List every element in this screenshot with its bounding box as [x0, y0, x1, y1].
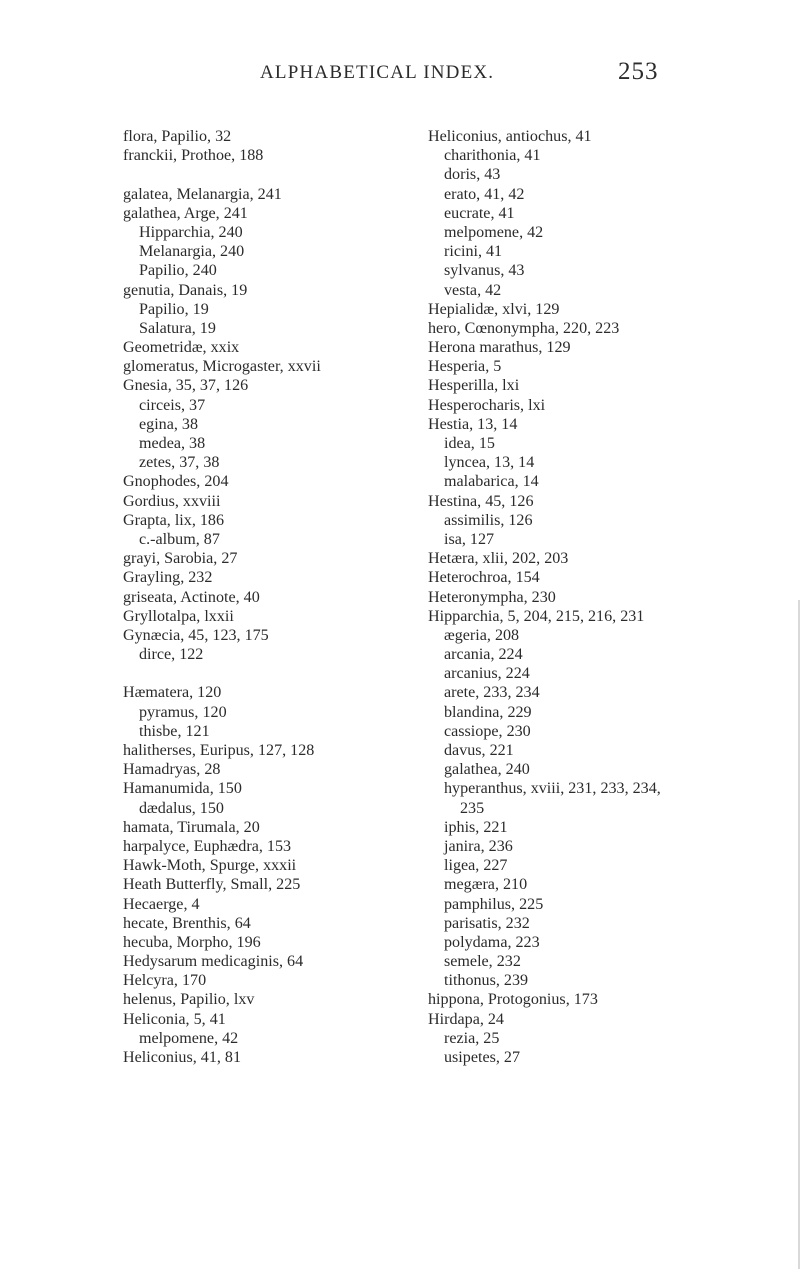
index-entry: franckii, Prothoe, 188	[123, 147, 264, 165]
index-subentry: galathea, 240	[444, 761, 530, 779]
page-number: 253	[618, 58, 659, 85]
index-entry: Gynæcia, 45, 123, 175	[123, 626, 269, 644]
index-entry: hecate, Brenthis, 64	[123, 914, 251, 932]
index-entry: Hedysarum medicaginis, 64	[123, 953, 304, 971]
index-entry: Gnophodes, 204	[123, 473, 229, 491]
index-subentry: Melanargia, 240	[139, 243, 245, 261]
index-subentry: assimilis, 126	[444, 511, 533, 529]
index-subentry: ægeria, 208	[444, 626, 520, 644]
index-subentry: melpomene, 42	[444, 223, 544, 241]
index-subentry: polydama, 223	[444, 933, 540, 951]
index-entry: Herona marathus, 129	[428, 339, 571, 357]
index-subentry: blandina, 229	[444, 703, 532, 721]
index-subentry: dirce, 122	[139, 646, 204, 664]
index-entry: hero, Cœnonympha, 220, 223	[428, 319, 620, 337]
index-entry: Geometridæ, xxix	[123, 339, 240, 357]
index-subentry: ricini, 41	[444, 243, 503, 261]
index-subentry: semele, 232	[444, 953, 521, 971]
index-subentry: arete, 233, 234	[444, 684, 540, 702]
index-entry: Hesperilla, lxi	[428, 377, 520, 395]
index-subentry: Papilio, 240	[139, 262, 217, 280]
index-entry: Hirdapa, 24	[428, 1010, 504, 1028]
section-gap	[123, 664, 423, 683]
index-subentry: parisatis, 232	[444, 914, 530, 932]
index-subentry: c.-album, 87	[139, 530, 220, 548]
index-subentry: charithonia, 41	[444, 147, 541, 165]
index-subentry: Papilio, 19	[139, 300, 209, 318]
index-entry: griseata, Actinote, 40	[123, 588, 260, 606]
index-subentry: medea, 38	[139, 435, 206, 452]
index-subentry: zetes, 37, 38	[139, 454, 220, 472]
index-entry: harpalyce, Euphædra, 153	[123, 837, 292, 855]
index-entry: Heterochroa, 154	[428, 569, 540, 587]
index-subentry: eucrate, 41	[444, 204, 515, 222]
index-entry: Hæmatera, 120	[123, 684, 222, 702]
running-title: ALPHABETICAL INDEX.	[260, 62, 495, 83]
index-subentry: sylvanus, 43	[444, 262, 525, 280]
index-subentry: iphis, 221	[444, 818, 508, 836]
index-entry: Hecaerge, 4	[123, 895, 200, 913]
index-subentry: lyncea, 13, 14	[444, 454, 535, 472]
index-entry: Gnesia, 35, 37, 126	[123, 377, 249, 395]
index-entry: Heliconia, 5, 41	[123, 1010, 226, 1028]
index-subentry: vesta, 42	[444, 281, 502, 299]
page-header	[0, 58, 800, 98]
index-entry: hamata, Tirumala, 20	[123, 818, 260, 836]
index-subentry: idea, 15	[444, 435, 495, 452]
index-column-right	[428, 127, 748, 1067]
index-subentry: isa, 127	[444, 530, 495, 548]
index-subentry: rezia, 25	[444, 1029, 500, 1047]
index-entry: Gryllotalpa, lxxii	[123, 607, 234, 625]
index-subentry: arcanius, 224	[444, 665, 530, 683]
index-subentry: doris, 43	[444, 166, 501, 184]
index-subentry: tithonus, 239	[444, 972, 529, 990]
index-entry: genutia, Danais, 19	[123, 281, 248, 299]
index-subentry: hyperanthus, xviii, 231, 233, 234,	[444, 780, 661, 798]
index-entry: hecuba, Morpho, 196	[123, 933, 261, 951]
index-entry: Heliconius, antiochus, 41	[428, 128, 592, 145]
index-subentry: melpomene, 42	[139, 1029, 239, 1047]
index-subentry: pyramus, 120	[139, 703, 227, 721]
index-entry: Hamanumida, 150	[123, 780, 242, 798]
index-entry: Hesperocharis, lxi	[428, 396, 546, 414]
index-subentry: erato, 41, 42	[444, 185, 525, 203]
index-subentry: janira, 236	[444, 837, 513, 855]
index-subentry: 235	[460, 799, 485, 817]
index-entry: Helcyra, 170	[123, 972, 207, 990]
index-subentry: pamphilus, 225	[444, 895, 544, 913]
index-entry: grayi, Sarobia, 27	[123, 550, 238, 568]
index-entry: halitherses, Euripus, 127, 128	[123, 742, 315, 759]
index-entry: galatea, Melanargia, 241	[123, 185, 282, 203]
index-column-left	[123, 127, 423, 1067]
index-subentry: egina, 38	[139, 415, 198, 433]
index-entry: hippona, Protogonius, 173	[428, 991, 598, 1009]
index-subentry: thisbe, 121	[139, 722, 210, 740]
index-entry: glomeratus, Microgaster, xxvii	[123, 358, 321, 376]
index-entry: Hepialidæ, xlvi, 129	[428, 300, 560, 318]
index-entry: Hestia, 13, 14	[428, 415, 518, 433]
index-subentry: Salatura, 19	[139, 319, 216, 337]
index-entry: Heath Butterfly, Small, 225	[123, 876, 301, 894]
index-subentry: Hipparchia, 240	[139, 223, 243, 241]
index-entry: Hestina, 45, 126	[428, 492, 534, 510]
index-subentry: circeis, 37	[139, 396, 206, 414]
index-entry: Heliconius, 41, 81	[123, 1049, 242, 1066]
index-entry: galathea, Arge, 241	[123, 204, 248, 222]
index-entry: helenus, Papilio, lxv	[123, 991, 255, 1009]
index-entry: Hetæra, xlii, 202, 203	[428, 550, 569, 568]
index-subentry: dædalus, 150	[139, 799, 224, 817]
index-entry: Gordius, xxviii	[123, 492, 221, 510]
index-subentry: davus, 221	[444, 742, 514, 759]
index-entry: flora, Papilio, 32	[123, 128, 232, 145]
index-entry: Heteronympha, 230	[428, 588, 556, 606]
section-gap	[123, 165, 423, 184]
index-entry: Hamadryas, 28	[123, 761, 221, 779]
index-subentry: usipetes, 27	[444, 1049, 520, 1066]
index-subentry: cassiope, 230	[444, 722, 531, 740]
index-subentry: arcania, 224	[444, 646, 523, 664]
index-entry: Hawk-Moth, Spurge, xxxii	[123, 857, 297, 875]
index-entry: Hipparchia, 5, 204, 215, 216, 231	[428, 607, 645, 625]
index-subentry: malabarica, 14	[444, 473, 539, 491]
index-subentry: megæra, 210	[444, 876, 528, 894]
index-entry: Grapta, lix, 186	[123, 511, 225, 529]
index-entry: Hesperia, 5	[428, 358, 502, 376]
index-subentry: ligea, 227	[444, 857, 508, 875]
index-entry: Grayling, 232	[123, 569, 213, 587]
